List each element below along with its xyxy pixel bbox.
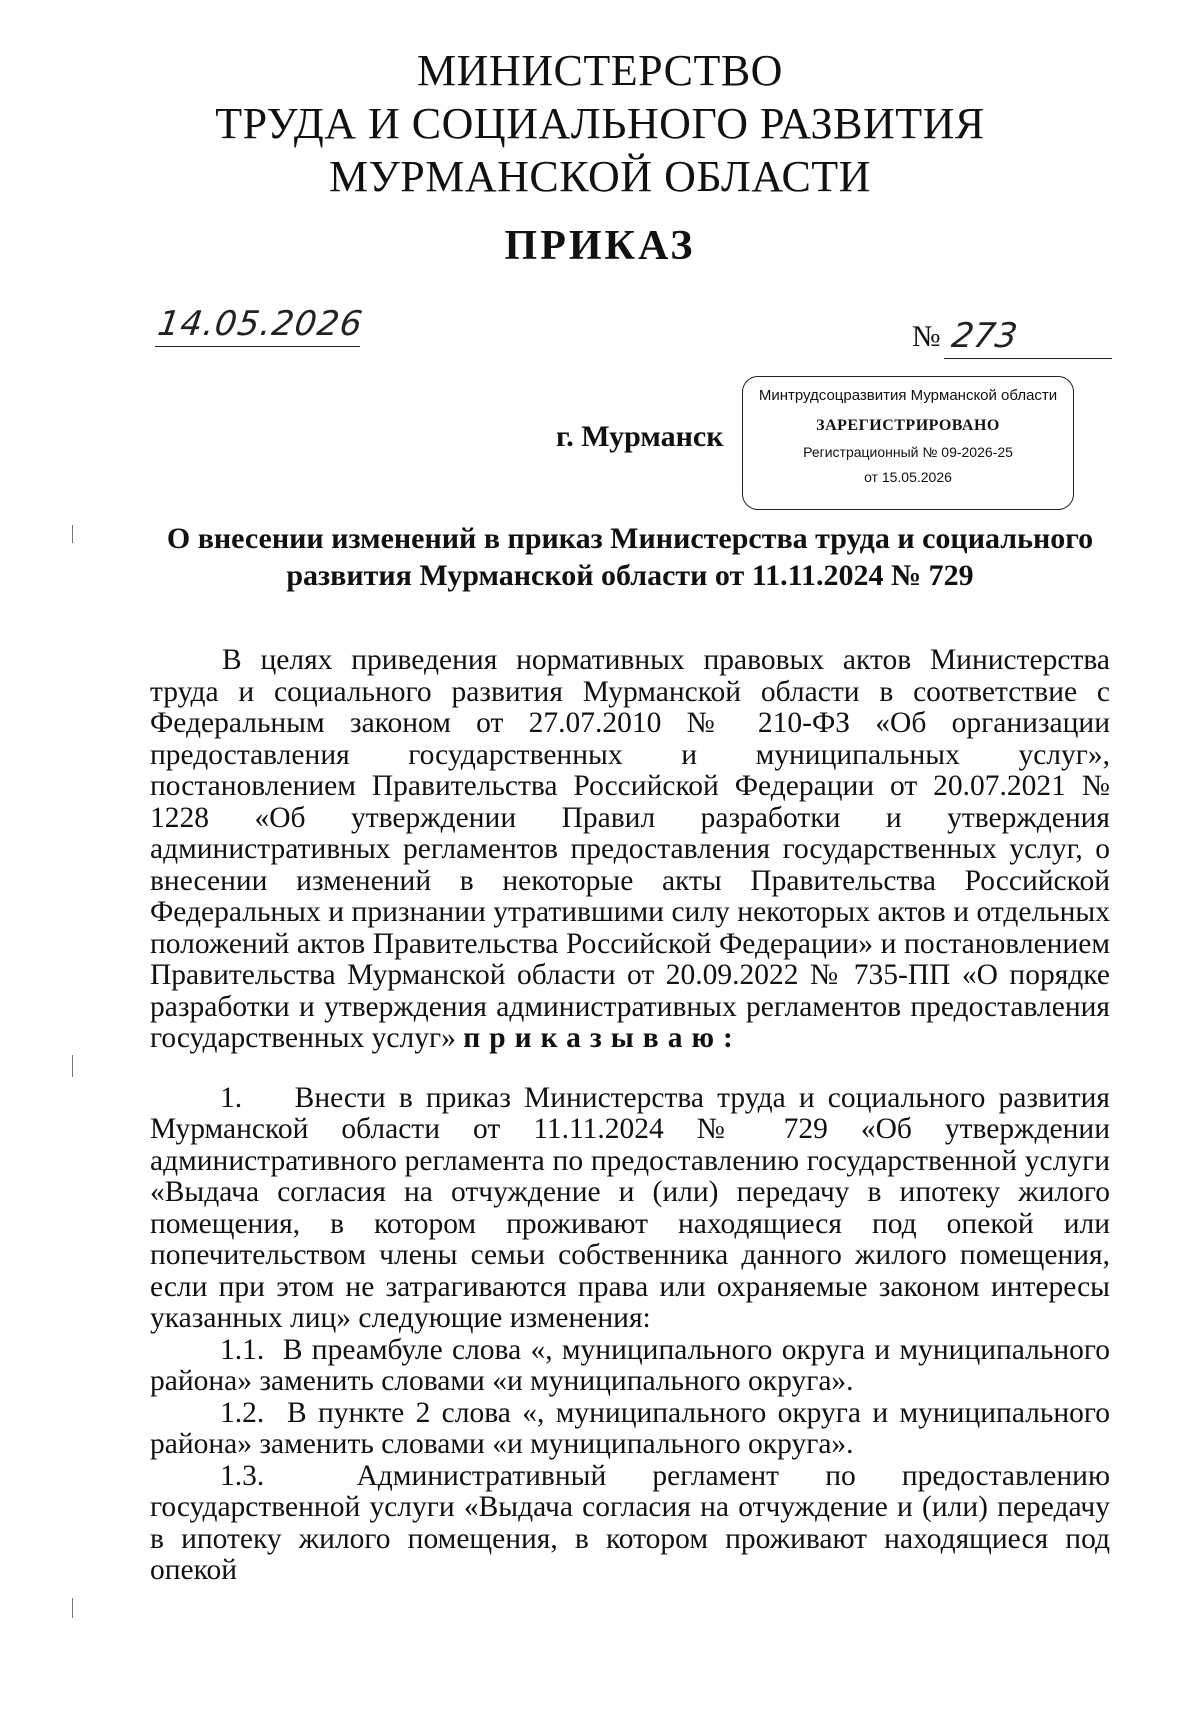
item-1-3: 1.3. Административный регламент по предоставлению государственной услуги «Выдача согласия на отчуждение и (или) передачу в ипотеку жилого помещения, в котором проживают находящиеся под опекой [150, 1459, 1110, 1586]
registration-stamp [742, 376, 1074, 510]
ministry-line-2: ТРУДА И СОЦИАЛЬНОГО РАЗВИТИЯ [215, 99, 985, 148]
ministry-name [0, 44, 1200, 203]
preamble-text: В целях приведения нормативных правовых актов Министерства труда и социального развития Мурманской области в соответствие с Федеральным законом от 27.07.2010 № 210-ФЗ «Об организации предоставления государственных и муниципальных услуг», постановлением Правительства Российской Федерации от 20.07.2021 № 1228 «Об утверждении Правил разработки и утверждения административных регламентов предоставления государственных услуг, о внесении изменений в некоторые акты Правительства Российской Федеральных и признании утратившими силу некоторых актов и отдельных положений актов Правительства Российской Федерации» и постановлением Правительства Мурманской области от 20.09.2022 № 735-ПП «О порядке разработки и утверждения административных регламентов предоставления государственных услуг» [150, 644, 1110, 1054]
stamp-status: ЗАРЕГИСТРИРОВАНО [816, 417, 1000, 434]
document-subject [150, 520, 1110, 594]
subject-line-2: развития Мурманской области от 11.11.2024 № 729 [286, 559, 974, 592]
subject-line-1: О внесении изменений в приказ Министерства труда и социального [166, 522, 1094, 555]
stamp-reg-number: Регистрационный № 09-2026-25 [803, 444, 1013, 460]
stamp-reg-date: от 15.05.2026 [864, 469, 952, 485]
order-word: приказываю: [463, 1022, 742, 1054]
item-1-2: 1.2. В пункте 2 слова «, муниципального округа и муниципального района» заменить словами «и муниципального округа». [150, 1396, 1110, 1460]
document-body [150, 645, 1110, 1587]
handwritten-number: 273 [949, 316, 1020, 356]
item-1: 1. Внести в приказ Министерства труда и социального развития Мурманской области от 11.11.2024 № 729 «Об утверждении административного регламента по предоставлению государственной услуги «Выдача согласия на отчуждение и (или) передачу в ипотеку жилого помещения, в котором проживают находящиеся под опекой или попечительством члены семьи собственника данного жилого помещения, если при этом не затрагиваются права или охраняемые законом интересы указанных лиц» следующие изменения: [150, 1081, 1110, 1334]
ministry-line-1: МИНИСТЕРСТВО [417, 46, 783, 95]
scan-mark [72, 1598, 73, 1618]
ministry-line-3: МУРМАНСКОЙ ОБЛАСТИ [329, 152, 871, 201]
document-type: ПРИКАЗ [504, 223, 696, 269]
handwritten-date: 14.05.2026 [155, 304, 366, 344]
preamble-paragraph [150, 645, 1110, 1055]
scan-mark [72, 525, 73, 543]
city: г. Мурманск [556, 420, 724, 453]
stamp-organization: Минтрудсоцразвития Мурманской области [758, 387, 1058, 404]
item-1-1: 1.1. В преамбуле слова «, муниципального округа и муниципального района» заменить словами «и муниципального округа». [150, 1333, 1110, 1397]
number-label: № [912, 320, 941, 353]
scan-mark [72, 1055, 73, 1077]
